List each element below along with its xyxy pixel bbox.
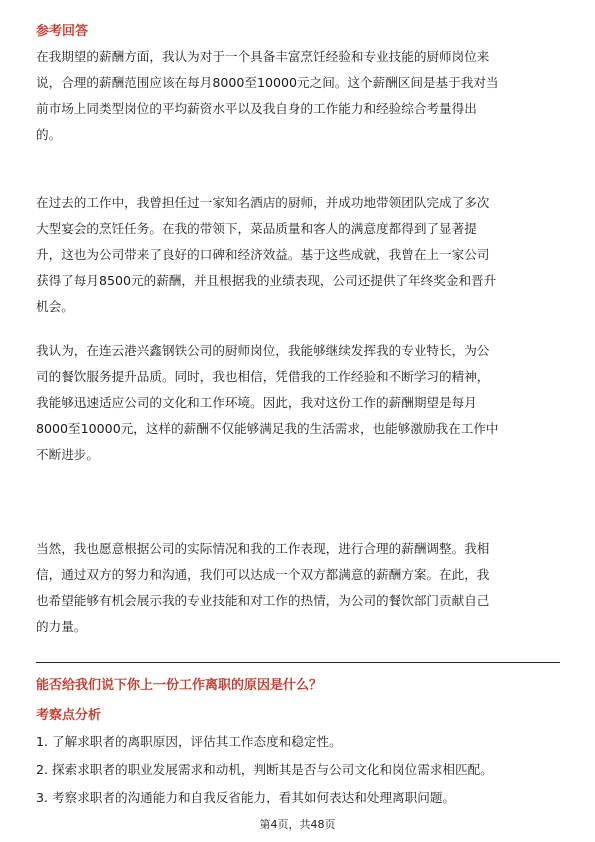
answer-heading: 参考回答	[36, 24, 89, 39]
answer-paragraph-3	[36, 338, 561, 468]
page-number: 第4页，共48页	[259, 818, 336, 831]
paragraph-line: 的。	[36, 127, 62, 142]
analysis-item: 2. 探索求职者的职业发展需求和动机，判断其是否与公司文化和岗位需求相匹配。	[36, 762, 493, 777]
answer-paragraph-2	[36, 190, 561, 320]
paragraph-line: 也希望能够有机会展示我的专业技能和对工作的热情，为公司的餐饮部门贡献自己	[36, 593, 490, 608]
paragraph-line: 前市场上同类型岗位的平均薪资水平以及我自身的工作能力和经验综合考量得出	[36, 101, 477, 116]
paragraph-line: 我能够迅速适应公司的文化和工作环境。因此，我对这份工作的薪酬期望是每月	[36, 395, 477, 410]
analysis-item: 3. 考察求职者的沟通能力和自我反省能力，看其如何表达和处理离职问题。	[36, 790, 456, 805]
paragraph-line: 在我期望的薪酬方面，我认为对于一个具备丰富烹饪经验和专业技能的厨师岗位来	[36, 49, 490, 64]
paragraph-line: 在过去的工作中，我曾担任过一家知名酒店的厨师，并成功地带领团队完成了多次	[36, 195, 490, 210]
paragraph-line: 信，通过双方的努力和沟通，我们可以达成一个双方都满意的薪酬方案。在此，我	[36, 567, 490, 582]
paragraph-line: 司的餐饮服务提升品质。同时，我也相信，凭借我的工作经验和不断学习的精神，	[36, 369, 490, 384]
paragraph-line: 说，合理的薪酬范围应该在每月8000至10000元之间。这个薪酬区间是基于我对当	[36, 75, 499, 90]
paragraph-line: 我认为，在连云港兴鑫钢铁公司的厨师岗位，我能够继续发挥我的专业特长，为公	[36, 343, 490, 358]
paragraph-line: 当然，我也愿意根据公司的实际情况和我的工作表现，进行合理的薪酬调整。我相	[36, 541, 490, 556]
interview-question: 能否给我们说下你上一份工作离职的原因是什么？	[36, 678, 323, 693]
answer-paragraph-4	[36, 536, 561, 640]
paragraph-line: 机会。	[36, 299, 74, 314]
paragraph-line: 的力量。	[36, 619, 87, 634]
paragraph-line: 获得了每月8500元的薪酬，并且根据我的业绩表现，公司还提供了年终奖金和晋升	[36, 273, 497, 288]
paragraph-line: 升，这也为公司带来了良好的口碑和经济效益。基于这些成就，我曾在上一家公司	[36, 247, 490, 262]
section-divider	[36, 662, 560, 663]
analysis-item: 1. 了解求职者的离职原因，评估其工作态度和稳定性。	[36, 734, 342, 749]
answer-paragraph-1	[36, 44, 561, 148]
paragraph-line: 不断进步。	[36, 447, 99, 462]
paragraph-line: 8000至10000元，这样的薪酬不仅能够满足我的生活需求，也能够激励我在工作中	[36, 421, 499, 436]
paragraph-line: 大型宴会的烹饪任务。在我的带领下，菜品质量和客人的满意度都得到了显著提	[36, 221, 477, 236]
analysis-heading: 考察点分析	[36, 708, 102, 723]
